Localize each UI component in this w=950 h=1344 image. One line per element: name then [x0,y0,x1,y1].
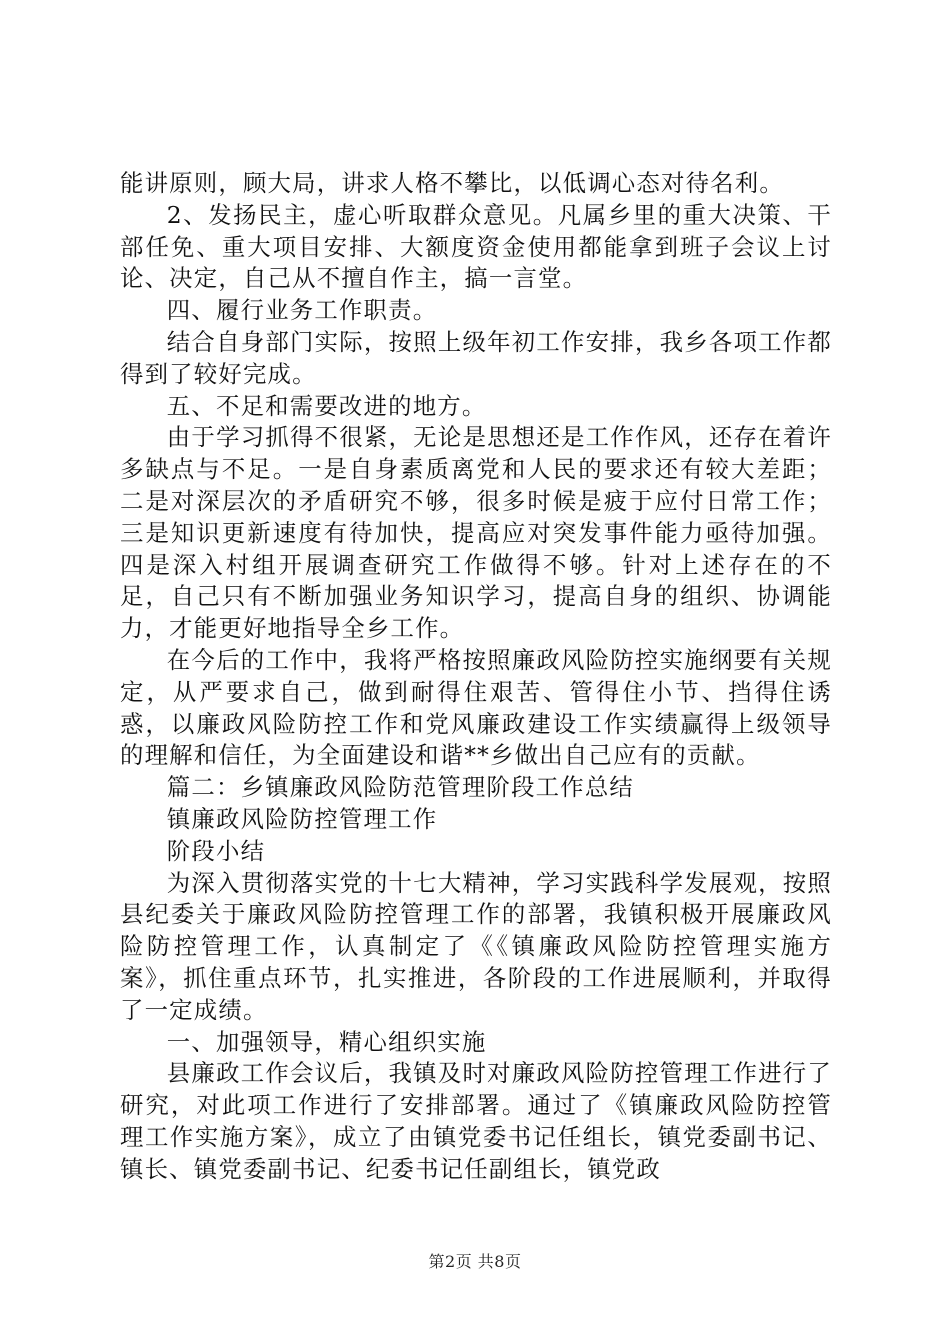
article-subtitle-2: 阶段小结 [166,836,266,865]
paragraph-3: 结合自身部门实际，按照上级年初工作安排，我乡各项工作都得到了较好完成。 [120,327,832,388]
article-title: 篇二：乡镇廉政风险防范管理阶段工作总结 [166,773,635,802]
paragraph-1: 能讲原则，顾大局，讲求人格不攀比，以低调心态对待名利。 [120,169,784,197]
page-footer: 第2页 共8页 [428,1252,522,1271]
paragraph-6: 为深入贯彻落实党的十七大精神，学习实践科学发展观，按照县纪委关于廉政风险防控管理工作的部署，我镇积极开展廉政风险防控管理工作，认真制定了《《镇廉政风险防控管理实施方案》，抓住重点环节，扎实推进，各阶段的工作进展顺利，并取得了一定成绩。 [120,868,832,1024]
article-subtitle-1: 镇廉政风险防控管理工作 [166,804,438,833]
document-body [120,168,832,1186]
paragraph-5: 在今后的工作中，我将严格按照廉政风险防控实施纲要有关规定，从严要求自己，做到耐得住艰苦、管得住小节、挡得住诱惑，以廉政风险防控工作和党风廉政建设工作实绩赢得上级领导的理解和信任，为全面建设和谐**乡做出自己应有的贡献。 [120,645,832,770]
section-heading-1: 一、加强领导，精心组织实施 [166,1027,487,1056]
section-heading-5: 五、不足和需要改进的地方。 [166,391,487,420]
section-heading-4: 四、履行业务工作职责。 [166,296,438,325]
paragraph-7: 县廉政工作会议后，我镇及时对廉政风险防控管理工作进行了研究，对此项工作进行了安排部署。通过了《镇廉政风险防控管理工作实施方案》，成立了由镇党委书记任组长，镇党委副书记、镇长、镇党委副书记、纪委书记任副组长，镇党政 [120,1059,832,1183]
paragraph-4: 由于学习抓得不很紧，无论是思想还是工作作风，还存在着许多缺点与不足。一是自身素质离党和人民的要求还有较大差距；二是对深层次的矛盾研究不够，很多时候是疲于应付日常工作；三是知识更新速度有待加快，提高应对突发事件能力亟待加强。四是深入村组开展调查研究工作做得不够。针对上述存在的不足，自己只有不断加强业务知识学习，提高自身的组织、协调能力，才能更好地指导全乡工作。 [120,423,832,643]
paragraph-2: 2、发扬民主，虚心听取群众意见。凡属乡里的重大决策、干部任免、重大项目安排、大额度资金使用都能拿到班子会议上讨论、决定，自己从不擅自作主，搞一言堂。 [120,200,832,293]
